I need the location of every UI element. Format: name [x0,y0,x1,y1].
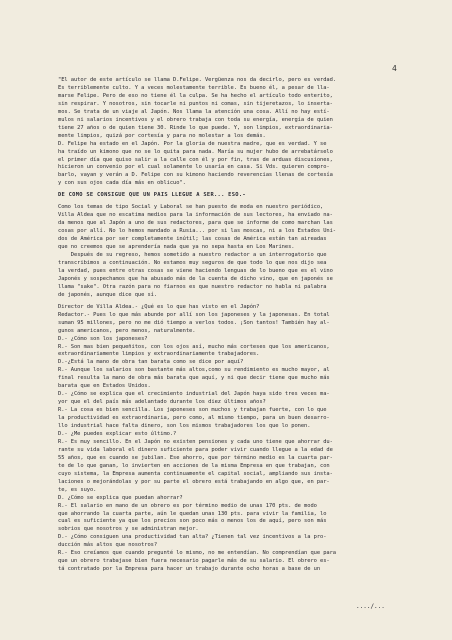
page-number: 4 [392,64,397,73]
article-paragraph: Como los temas de tipo Social y Laboral se han puesto de moda en nuestro periódico, Villa Aldea que no escatima medios para la información de sus lectores, ha enviado na- da menos que al Japón a uno de sus redactores, para que se informe de como marchan las cosas por allí. No lo hemos mandado a Rusia... por si las moscas, ni a los Estados Uni- dos de América por ser completamente inútil; las cosas de América están tan aireadas que no creemos que se aprendería nada que ya no sepa hasta en Los Marines. Después de su regreso, hemos sometido a nuestro redactor a un interrogatorio que transcribimos a continuación. No estamos muy seguros de que todo lo que nos dijo sea la verdad, pues entre otras cosas se viene haciendo lenguas de lo bueno que es el vino Japonés y sospechamos que ha abusado más de la cuenta de dicho vino, que en japonés se llama "sake". Otra razón para no fiarnos es que nuestro redactor no habla ni palabra de japonés, aunque dice que sí. [58,204,337,298]
continuation-mark: ..../... [356,603,385,610]
interview-text: Director de Villa Aldea.- ¿Qué es lo que has visto en el Japón? Redactor.- Pues lo que más abunde por allí son los japoneses y la japonesas. En total suman 95 millones, pero no me dió tiempo a verlos todos. ¡Son tantos! También hay al- gunos americanos, pero menos, naturalmente. D.- ¿Cómo son los japoneses? R.- Son mas bien pequeñitos, con los ojos así, mucho más corteses que los americanos, extraordinariamente limpios y extraordinariamente trabajadores. D.-¿Está la mano de obra tan barata como se dice por aquí? R.- Aunque los salarios son bastante más altos,como su rendimiento es mucho mayor, al final resulta la mano de obra más barata que aquí, y ni que decir tiene que mucho más barata que en Estados Unidos. D.- ¿Cómo se explica que el crecimiento industrial del Japón haya sido tres veces ma- yor que el del país más adelantado durante los diez últimos años? R.- La cosa es bien sencilla. Los japoneses son muchos y trabajan fuerte, con lo que la productividad es extraordinaria, pero como, al mismo tiempo, para un buen desarro- llo industrial hace falta dinero, son los mismos trabajadores los que lo ponen. D.- ¿Me puedes explicar esto último.? R.- Es muy sencillo. En el Japón no existen pensiones y cada uno tiene que ahorrar du- rante su vida laboral el dinero suficiente para poder vivir cuando llegue a la edad de 55 años, que es cuando se jubilan. Ese ahorro, que por término medio es la cuarta par- te de lo que ganan, lo invierten en acciones de la misma Empresa en que trabajan, con cuyo sistema, la Empresa aumenta continuamente el capital social, ampliando sus insta- laciones o mejorándolas y por su parte el obrero está trabajando en algo que, en par- te, es suyo. D. ¿Cómo se explica que puedan ahorrar? R.- El salario en mano de un obrero es por término medio de unas 170 pts. de modo que ahorrando la cuarta parte, aún le quedan unas 130 pts. para vivir la familia, lo cual es suficiente ya que los precios son poco más o menos los de aquí, pero son más sobrios que nosotros y se administran mejor. D.- ¿Cómo consiguen una productividad tan alta? ¿Tienen tal vez incentivos a la pro- ducción más altos que nosotros? R.- Eso creíamos que cuando pregunté lo mismo, no me entendían. No comprendían que para que un obrero trabajase bien fuera necesario pagarle más de su salario. El obrero es- tá contratado por la Empresa para hacer un trabajo durante ocho horas a base de un [58,303,337,573]
article-heading: DE COMO SE CONSIGUE QUE UN PAIS LLEGUE A SER... ESO.- [58,192,246,199]
intro-paragraph: "El autor de este artículo se llama D.Felipe. Vergüenza nos da decirlo, pero es verdad. Es terriblemente culto. Y a veces molestamente terrible. Es bueno él, a pesar de lla- marse Felipe. Pero de eso no tiene él la culpa. Se ha hecho el artículo todo enterito, sin respirar. Y nosotros, sin tocarle ni puntos ni comas, sin tijeretazos, lo inserta- mos. Se trata de un viaje al Japón. Nos llama la atención una cosa. Allí no hay estí- mulos ni salarios incentivos y el obrero trabaja con toda su energía, energía de quien tiene 27 años o de quien tiene 30. Rinde lo que puede. Y, son limpios, extraordinaria- mente limpios, quizá por cortesía y para no molestar a los demás. D. Felipe ha estado en el Japón. Por la gloria de nuestra madre, que es verdad. Y se ha traído un kimono que no se lo quita para nada. María su mujer hubo de arrebatárselo el primer día que quiso salir a la calle con él y por fin, tras de arduas discusiones, hicieron un convenio por el cual solamente lo usaría en casa. Si Vds. quieren compro- barlo, vayan y verán a D. Felipe con su kimono haciendo reverencias llenas de cortesía y con sus ojos cada día más en oblicuo". [58,77,337,187]
document-body [58,77,426,574]
